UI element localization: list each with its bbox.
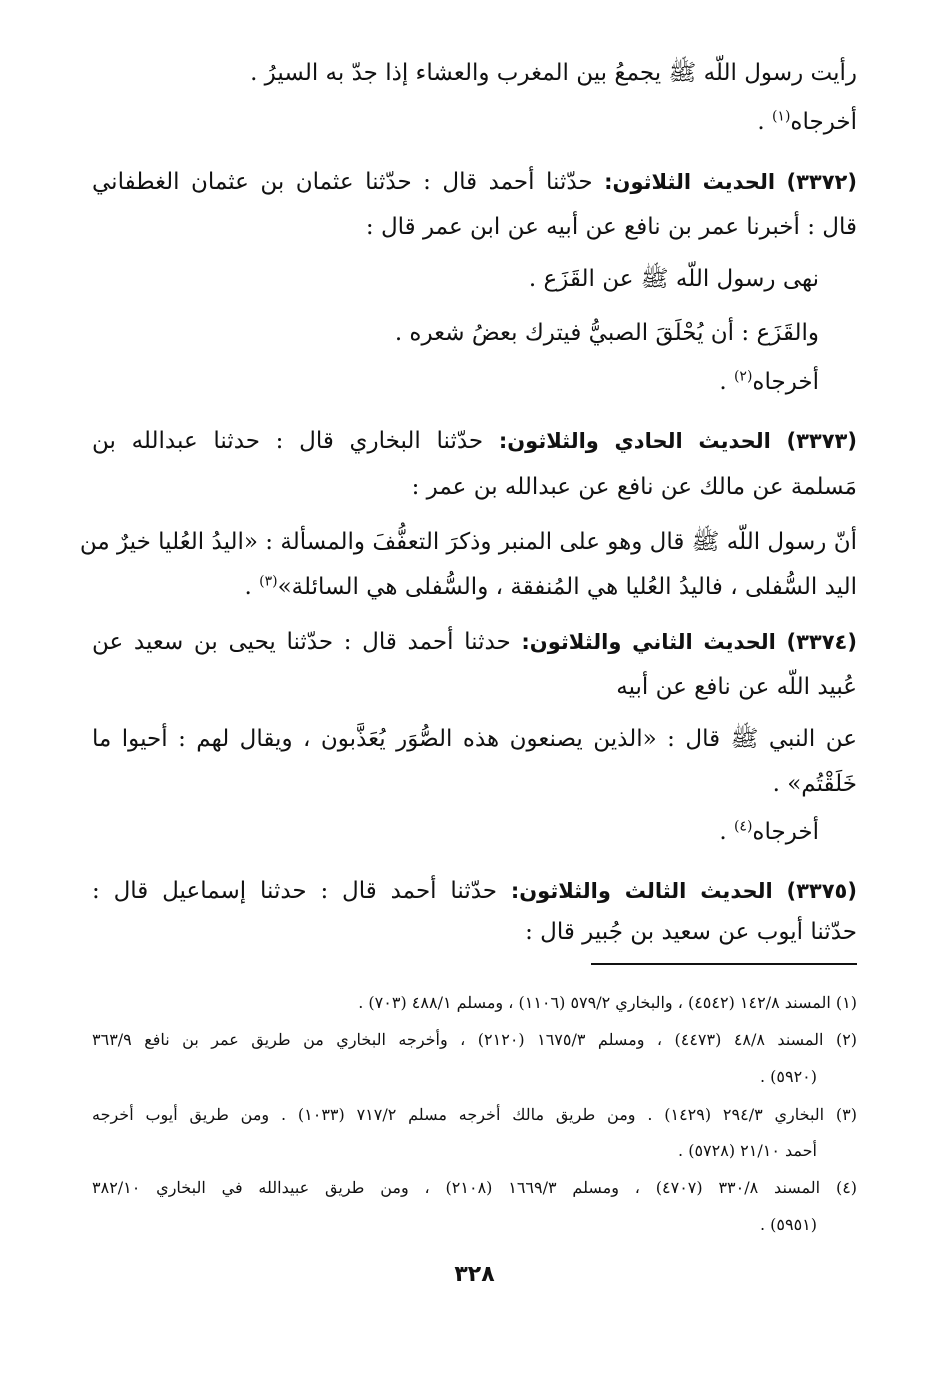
hadith-number-heading: (٣٣٧٣) الحديث الحادي والثلاثون: [498, 429, 857, 453]
hadith-number-heading: (٣٣٧٤) الحديث الثاني والثلاثون: [521, 630, 857, 654]
footnote-line: (٥٩٢٠) . [759, 1067, 817, 1086]
text-line: عُبيد اللّه عن نافع عن أبيه [616, 674, 857, 700]
hadith-heading-line: (٣٣٧٢) الحديث الثلاثون: حدّثنا أحمد قال : حدّثنا عثمان بن عثمان الغطفاني [92, 169, 857, 195]
text-line: خَلَقْتُم» . [772, 771, 857, 797]
text-line: قال : أخبرنا عمر بن نافع عن أبيه عن ابن عمر قال : [365, 214, 857, 240]
page-number: ٣٢٨ [454, 1262, 495, 1287]
text-line: حدّثنا أيوب عن سعيد بن جُبير قال : [525, 919, 857, 945]
text-line: أخرجاه$^{(١)}$ . [757, 108, 857, 135]
footnote-line: (٤) المسند ٣٣٠/٨ (٤٧٠٧) ، ومسلم ١٦٦٩/٣ (٢١٠٨) ، ومن طريق عبيدالله في البخاري ٣٨٢/١٠ [92, 1178, 858, 1197]
footnote-line: (١) المسند ١٤٢/٨ (٤٥٤٢) ، والبخاري ٥٧٩/٢ (١١٠٦) ، ومسلم ٤٨٨/١ (٧٠٣) . [358, 993, 857, 1012]
hadith-heading-line: (٣٣٧٣) الحديث الحادي والثلاثون: حدّثنا البخاري قال : حدثنا عبدالله بن [92, 428, 857, 454]
hadith-heading-line: (٣٣٧٤) الحديث الثاني والثلاثون: حدثنا أحمد قال : حدّثنا يحيى بن سعيد عن [92, 629, 857, 655]
text-line: أخرجاه$^{(٤)}$ . [719, 818, 819, 845]
footnote-line: أحمد ٢١/١٠ (٥٧٢٨) . [678, 1141, 817, 1160]
text-line: والقَزَع : أن يُحْلَقَ الصبيُّ فيترك بعضُ شعره . [394, 320, 819, 346]
footnote-line: (٥٩٥١) . [759, 1215, 817, 1234]
footnote-divider [591, 963, 857, 965]
text-line: عن النبي ﷺ قال : «الذين يصنعون هذه الصُّوَر يُعَذَّبون ، ويقال لهم : أحيوا ما [92, 726, 857, 752]
text-line: مَسلمة عن مالك عن نافع عن عبدالله بن عمر : [411, 474, 857, 500]
footnote-ref: (٢) [733, 368, 753, 385]
text-line: رأيت رسول اللّه ﷺ يجمعُ بين المغرب والعشاء إذا جدّ به السيرُ . [250, 60, 857, 86]
text-line: اليد السُّفلى ، فاليدُ العُليا هي المُنفقة ، والسُّفلى هي السائلة»$^{(٣)}$ . [244, 573, 857, 600]
text-line: أخرجاه$^{(٢)}$ . [719, 368, 819, 395]
hadith-number-heading: (٣٣٧٢) الحديث الثلاثون: [604, 170, 857, 194]
footnote-line: (٢) المسند ٤٨/٨ (٤٤٧٣) ، ومسلم ١٦٧٥/٣ (٢١٢٠) ، وأخرجه البخاري من طريق عمر بن نافع ٣٦٣/٩ [92, 1030, 858, 1049]
footnote-line: (٣) البخاري ٢٩٤/٣ (١٤٢٩) . ومن طريق مالك أخرجه مسلم ٧١٧/٢ (١٠٣٣) . ومن طريق أيوب أخرجه [92, 1105, 857, 1124]
text-line: أنّ رسول اللّه ﷺ قال وهو على المنبر وذكرَ التعفُّفَ والمسألة : «اليدُ العُليا خيرٌ من [79, 529, 857, 555]
footnote-ref: (١) [771, 108, 791, 125]
footnote-ref: (٣) [259, 573, 278, 590]
hadith-heading-line: (٣٣٧٥) الحديث الثالث والثلاثون: حدّثنا أحمد قال : حدثنا إسماعيل قال : [92, 878, 857, 904]
footnote-ref: (٤) [733, 818, 753, 835]
hadith-number-heading: (٣٣٧٥) الحديث الثالث والثلاثون: [510, 879, 857, 903]
text-line: نهى رسول اللّه ﷺ عن القَزَع . [528, 266, 819, 292]
